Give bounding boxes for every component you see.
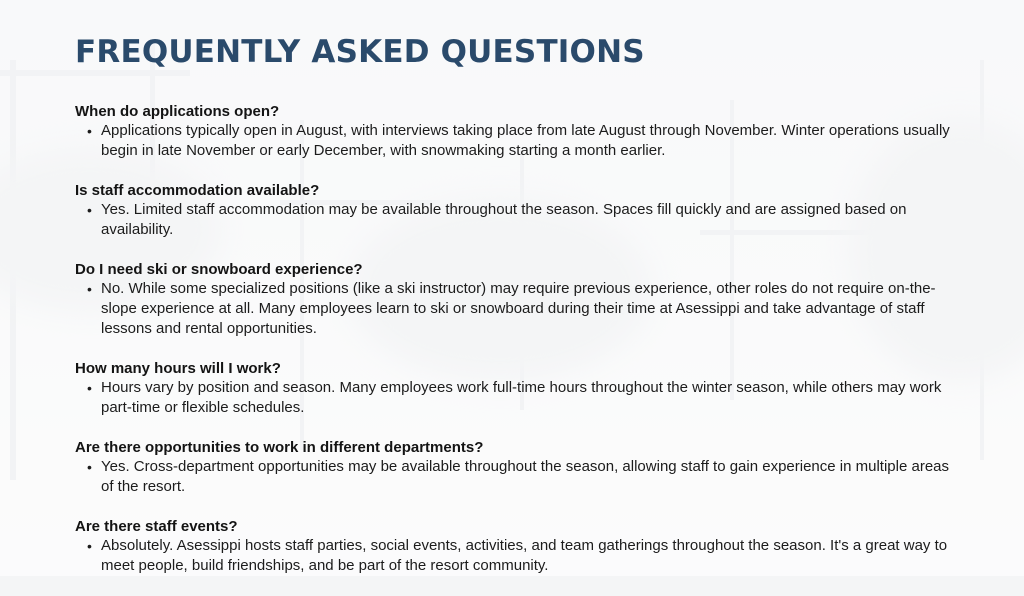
faq-item (75, 438, 955, 497)
faq-question: Do I need ski or snowboard experience? (75, 261, 363, 278)
faq-item (75, 102, 955, 161)
faq-question: Are there staff events? (75, 518, 238, 535)
faq-answer (75, 121, 955, 161)
bullet-icon: • (87, 202, 92, 218)
faq-item (75, 359, 955, 418)
bullet-icon: • (87, 281, 92, 297)
faq-item (75, 181, 955, 240)
faq-answer-text: Hours vary by position and season. Many employees work full-time hours throughout the winter season, while others may work part-time or flexible schedules. (101, 379, 942, 416)
bullet-icon: • (87, 538, 92, 554)
faq-item (75, 260, 955, 339)
faq-list (75, 102, 955, 596)
faq-answer (75, 200, 955, 240)
faq-question: When do applications open? (75, 103, 280, 120)
faq-answer-text: Absolutely. Asessippi hosts staff parties, social events, activities, and team gatherings throughout the season. It's a great way to meet people, build friendships, and be part of the resort community. (101, 537, 948, 574)
faq-question: Are there opportunities to work in different departments? (75, 439, 484, 456)
faq-answer-text: Yes. Cross-department opportunities may be available throughout the season, allowing staff to gain experience in multiple areas of the resort. (101, 458, 950, 495)
faq-answer (75, 457, 955, 497)
page-title: FREQUENTLY ASKED QUESTIONS (75, 34, 645, 70)
bullet-icon: • (87, 380, 92, 396)
faq-answer (75, 536, 955, 576)
faq-answer (75, 279, 955, 339)
faq-answer-text: Yes. Limited staff accommodation may be available throughout the season. Spaces fill quickly and are assigned based on availability. (101, 201, 907, 238)
bullet-icon: • (87, 123, 92, 139)
faq-answer (75, 378, 955, 418)
faq-answer-text: No. While some specialized positions (like a ski instructor) may require previous experience, other roles do not require on-the-slope experience at all. Many employees learn to ski or snowboard during their time at Asessippi and take advantage of staff lessons and rental opportunities. (101, 280, 936, 337)
faq-item (75, 517, 955, 576)
faq-question: How many hours will I work? (75, 360, 281, 377)
faq-question: Is staff accommodation available? (75, 182, 320, 199)
faq-answer-text: Applications typically open in August, with interviews taking place from late August through November. Winter operations usually begin in late November or early December, with snowmaking starting a month earlier. (101, 122, 950, 159)
bullet-icon: • (87, 459, 92, 475)
